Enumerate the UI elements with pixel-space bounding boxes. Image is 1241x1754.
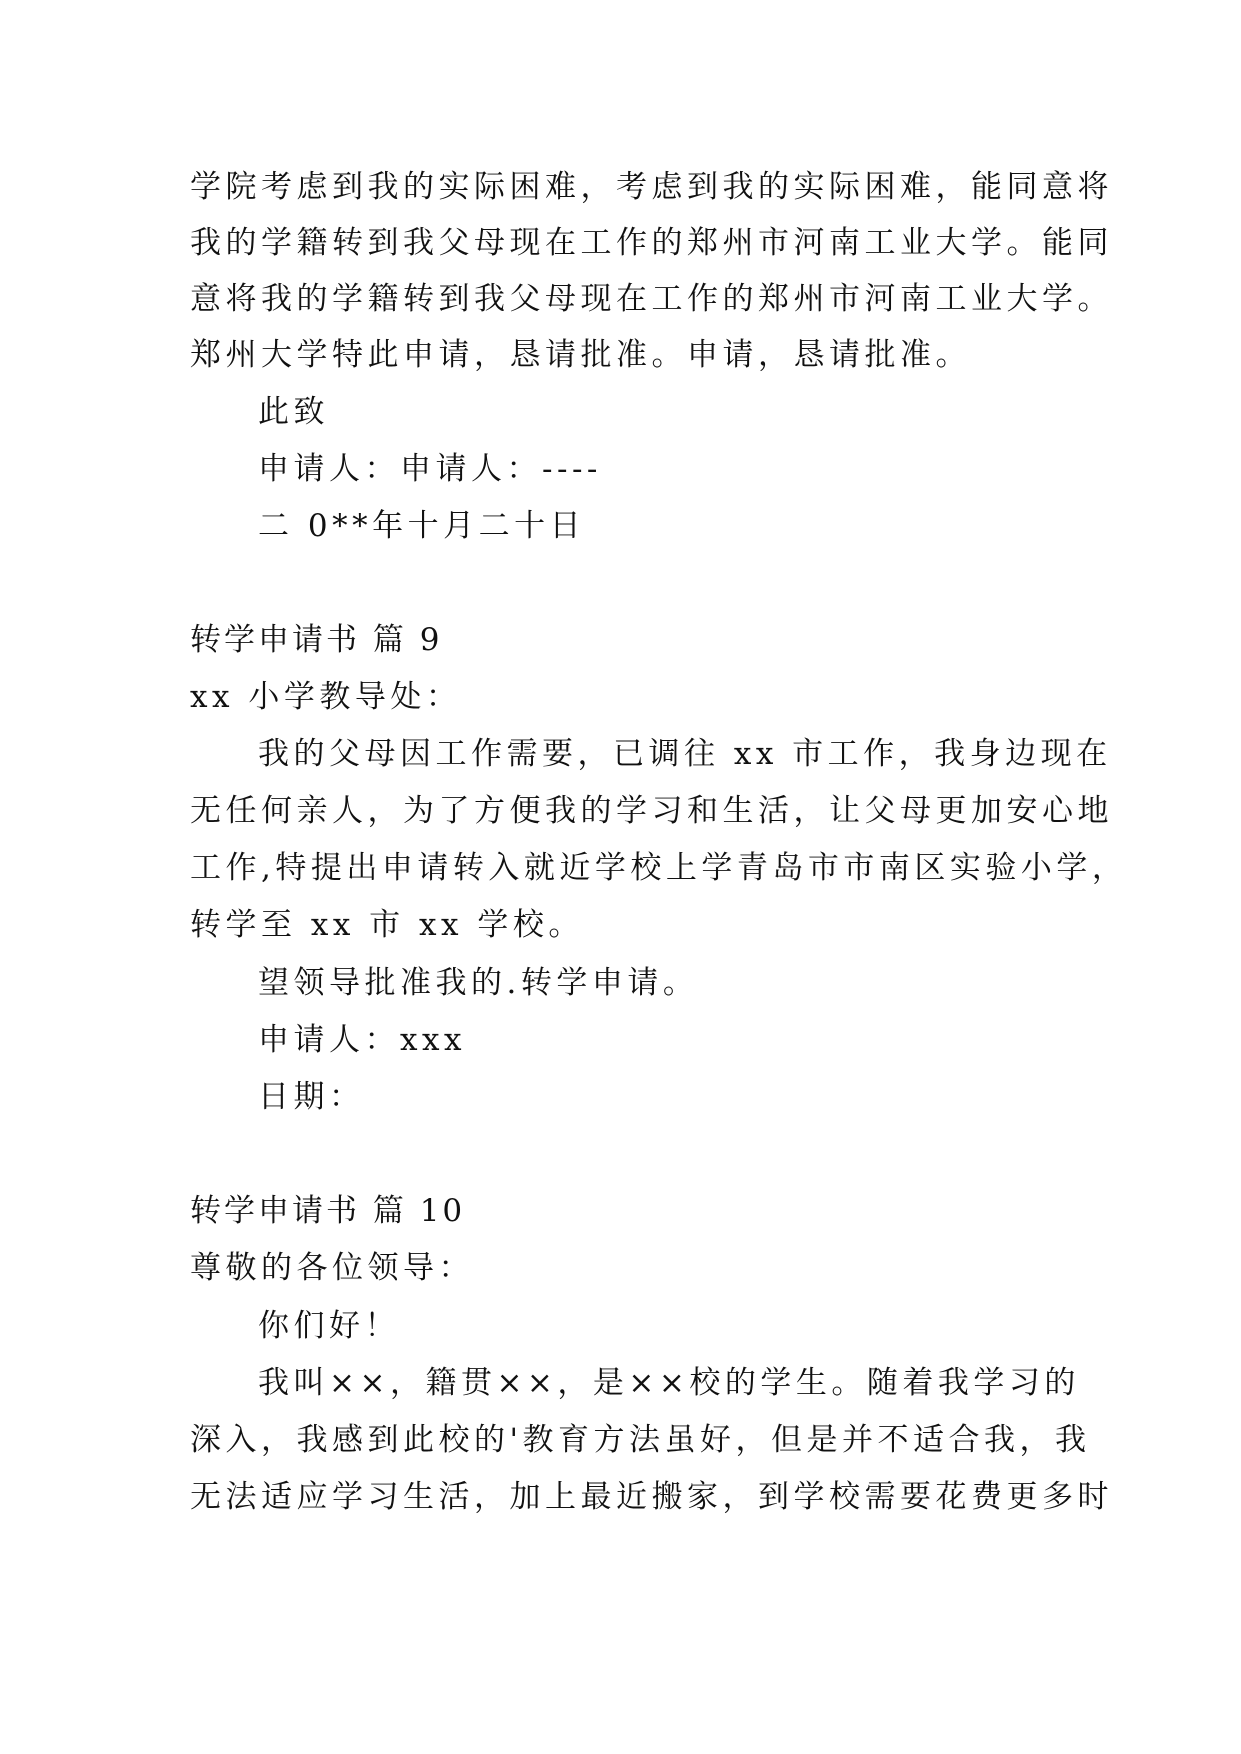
salutation: 尊敬的各位领导： [190, 1250, 474, 1286]
salutation: xx 小学教导处： [190, 679, 462, 715]
date-line: 日期： [258, 1079, 365, 1115]
paragraph-line: 郑州大学特此申请，恳请批准。申请，恳请批准。 [190, 337, 971, 373]
paragraph-line: 我的父母因工作需要，已调往 xx 市工作，我身边现在 [258, 736, 1112, 772]
date-line: 二 0**年十月二十日 [258, 508, 586, 544]
paragraph-line: 无任何亲人，为了方便我的学习和生活，让父母更加安心地 [190, 793, 1113, 829]
paragraph-line: 无法适应学习生活，加上最近搬家，到学校需要花费更多时 [190, 1479, 1113, 1515]
paragraph-line: 深入，我感到此校的'教育方法虽好，但是并不适合我，我 [190, 1422, 1091, 1458]
paragraph-line: 工作,特提出申请转入就近学校上学青岛市市南区实验小学， [190, 850, 1128, 886]
applicant-line: 申请人：申请人：---- [258, 451, 602, 487]
section-heading: 转学申请书 篇 10 [190, 1193, 466, 1229]
request-line: 望领导批准我的.转学申请。 [258, 965, 699, 1001]
greeting: 你们好！ [258, 1308, 400, 1344]
paragraph-line: 转学至 xx 市 xx 学校。 [190, 907, 584, 943]
paragraph-line: 我的学籍转到我父母现在工作的郑州市河南工业大学。能同 [190, 225, 1113, 261]
section-heading: 转学申请书 篇 9 [190, 622, 443, 658]
applicant-line: 申请人：xxx [258, 1022, 466, 1058]
closing-text: 此致 [258, 394, 329, 430]
paragraph-line: 学院考虑到我的实际困难，考虑到我的实际困难，能同意将 [190, 169, 1113, 205]
paragraph-line: 意将我的学籍转到我父母现在工作的郑州市河南工业大学。 [190, 281, 1113, 317]
paragraph-line: 我叫××，籍贯××，是××校的学生。随着我学习的 [258, 1365, 1080, 1401]
